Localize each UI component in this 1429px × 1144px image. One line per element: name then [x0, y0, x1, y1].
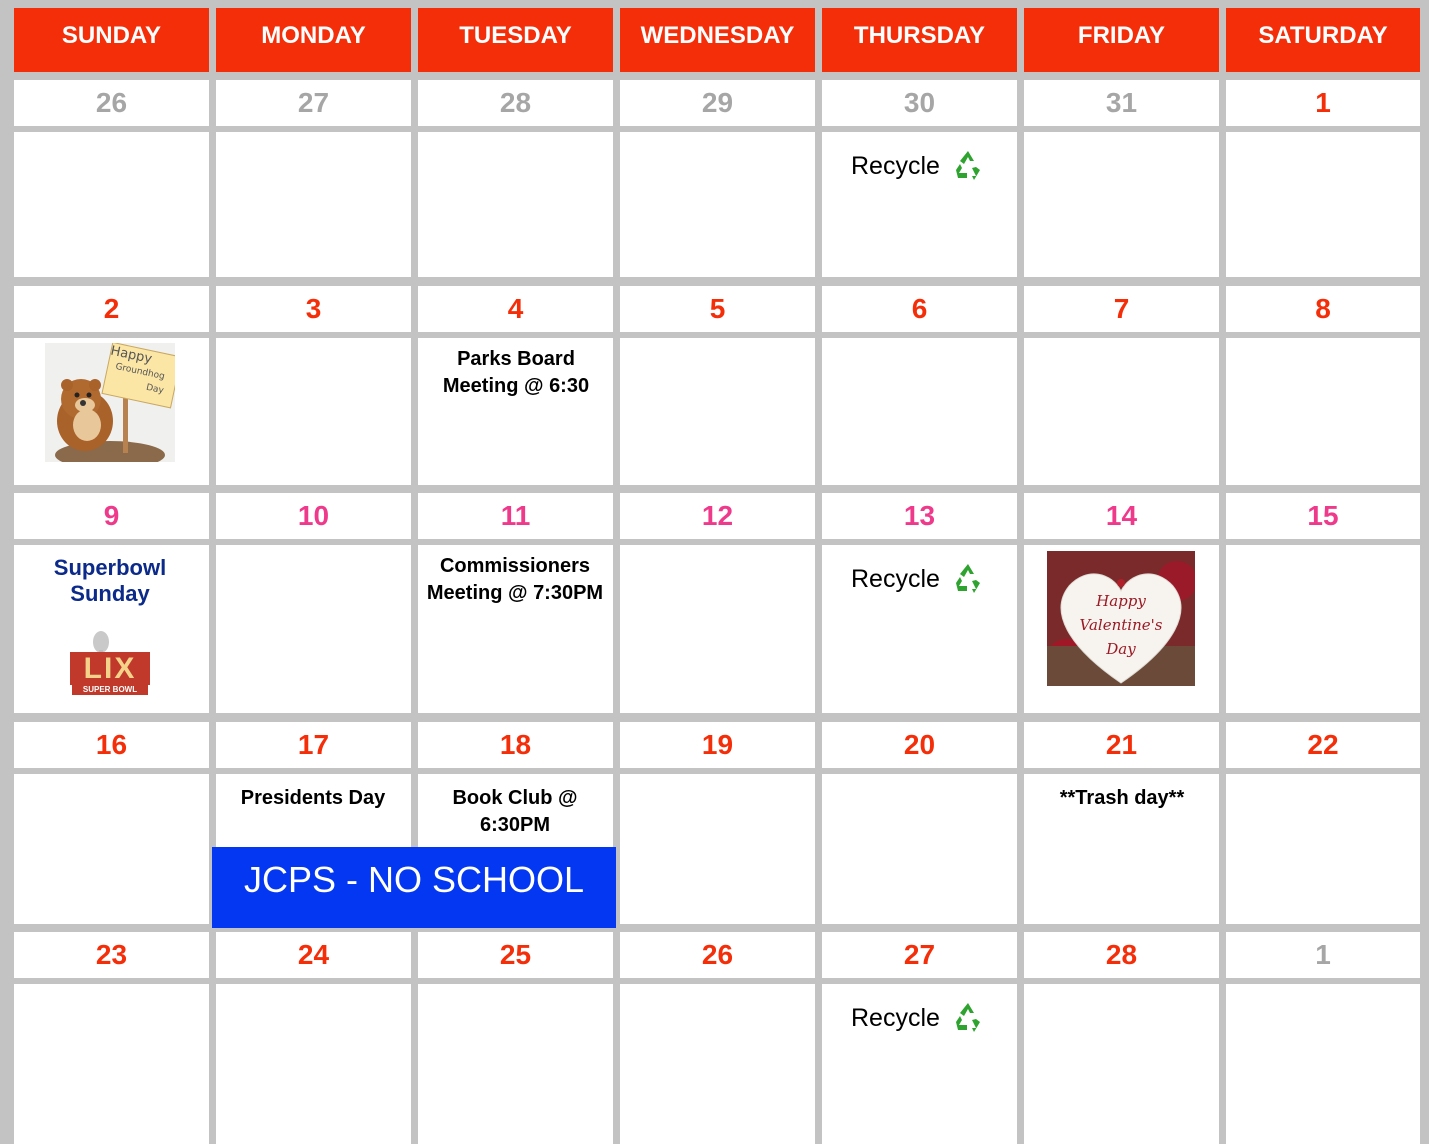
day-cell[interactable]	[1024, 984, 1219, 1144]
date-number: 27	[216, 80, 411, 126]
date-number: 11	[418, 493, 613, 539]
day-cell[interactable]	[1226, 132, 1420, 277]
date-number: 18	[418, 722, 613, 768]
day-cell[interactable]	[1226, 774, 1420, 924]
superbowl-event: Superbowl Sunday	[53, 555, 167, 606]
date-number: 14	[1024, 493, 1219, 539]
date-number: 5	[620, 286, 815, 332]
date-number: 4	[418, 286, 613, 332]
date-number: 28	[1024, 932, 1219, 978]
day-cell[interactable]	[418, 984, 613, 1144]
date-number: 12	[620, 493, 815, 539]
parks-board-event: Parks Board Meeting @ 6:30	[442, 348, 590, 397]
date-number: 26	[14, 80, 209, 126]
day-header-monday: MONDAY	[216, 8, 411, 72]
date-number: 15	[1226, 493, 1420, 539]
day-cell[interactable]	[216, 338, 411, 485]
groundhog-day-image	[45, 343, 175, 462]
date-number: 20	[822, 722, 1017, 768]
recycle-event	[851, 561, 986, 597]
date-number: 8	[1226, 286, 1420, 332]
date-number: 10	[216, 493, 411, 539]
date-number: 7	[1024, 286, 1219, 332]
recycle-icon	[950, 148, 986, 184]
day-cell[interactable]	[14, 984, 209, 1144]
date-number: 13	[822, 493, 1017, 539]
date-number: 1	[1226, 932, 1420, 978]
day-header-tuesday: TUESDAY	[418, 8, 613, 72]
presidents-day-event: Presidents Day	[240, 787, 386, 809]
groundhog-sign-line2: Groundhog	[114, 361, 166, 383]
day-cell[interactable]	[1226, 338, 1420, 485]
date-number: 26	[620, 932, 815, 978]
day-cell[interactable]	[1024, 132, 1219, 277]
groundhog-sign-line1: Happy	[109, 343, 154, 368]
valentine-line3: Day	[1106, 640, 1136, 658]
day-cell[interactable]	[14, 132, 209, 277]
day-cell[interactable]	[822, 338, 1017, 485]
recycle-label: Recycle	[851, 151, 940, 180]
date-number: 30	[822, 80, 1017, 126]
day-cell[interactable]	[822, 774, 1017, 924]
date-number: 23	[14, 932, 209, 978]
day-cell[interactable]	[620, 132, 815, 277]
date-number: 16	[14, 722, 209, 768]
day-cell[interactable]	[620, 338, 815, 485]
day-header-wednesday: WEDNESDAY	[620, 8, 815, 72]
recycle-event	[851, 148, 986, 184]
day-header-friday: FRIDAY	[1024, 8, 1219, 72]
groundhog-sign-line3: Day	[145, 382, 165, 397]
day-header-saturday: SATURDAY	[1226, 8, 1420, 72]
date-number: 28	[418, 80, 613, 126]
day-cell[interactable]	[1226, 545, 1420, 713]
date-number: 2	[14, 286, 209, 332]
day-cell[interactable]	[1024, 338, 1219, 485]
recycle-event	[851, 1000, 986, 1036]
recycle-label: Recycle	[851, 1003, 940, 1032]
day-cell[interactable]	[216, 132, 411, 277]
valentine-line2: Valentine's	[1079, 616, 1163, 634]
date-number: 29	[620, 80, 815, 126]
superbowl-logo-sub: SUPER BOWL	[82, 685, 138, 694]
day-cell[interactable]	[620, 984, 815, 1144]
valentine-line1: Happy	[1096, 592, 1146, 610]
day-cell[interactable]	[620, 774, 815, 924]
day-cell[interactable]	[216, 545, 411, 713]
recycle-icon	[950, 561, 986, 597]
superbowl-logo-text: LIX	[83, 652, 137, 685]
date-number: 24	[216, 932, 411, 978]
day-cell[interactable]	[216, 984, 411, 1144]
date-number: 19	[620, 722, 815, 768]
date-number: 25	[418, 932, 613, 978]
day-header-thursday: THURSDAY	[822, 8, 1017, 72]
book-club-event: Book Club @ 6:30PM	[452, 787, 578, 836]
date-number: 1	[1226, 80, 1420, 126]
date-number: 6	[822, 286, 1017, 332]
trash-day-event: **Trash day**	[1059, 787, 1185, 809]
superbowl-logo	[68, 628, 152, 698]
no-school-banner: JCPS - NO SCHOOL	[212, 847, 616, 928]
day-header-sunday: SUNDAY	[14, 8, 209, 72]
date-number: 17	[216, 722, 411, 768]
day-cell[interactable]	[418, 132, 613, 277]
date-number: 31	[1024, 80, 1219, 126]
date-number: 21	[1024, 722, 1219, 768]
date-number: 27	[822, 932, 1017, 978]
day-cell[interactable]	[14, 774, 209, 924]
recycle-label: Recycle	[851, 564, 940, 593]
recycle-icon	[950, 1000, 986, 1036]
date-number: 3	[216, 286, 411, 332]
commissioners-event: Commissioners Meeting @ 7:30PM	[426, 555, 604, 604]
day-cell[interactable]	[1226, 984, 1420, 1144]
date-number: 22	[1226, 722, 1420, 768]
date-number: 9	[14, 493, 209, 539]
valentines-day-image	[1047, 551, 1195, 686]
day-cell[interactable]	[620, 545, 815, 713]
